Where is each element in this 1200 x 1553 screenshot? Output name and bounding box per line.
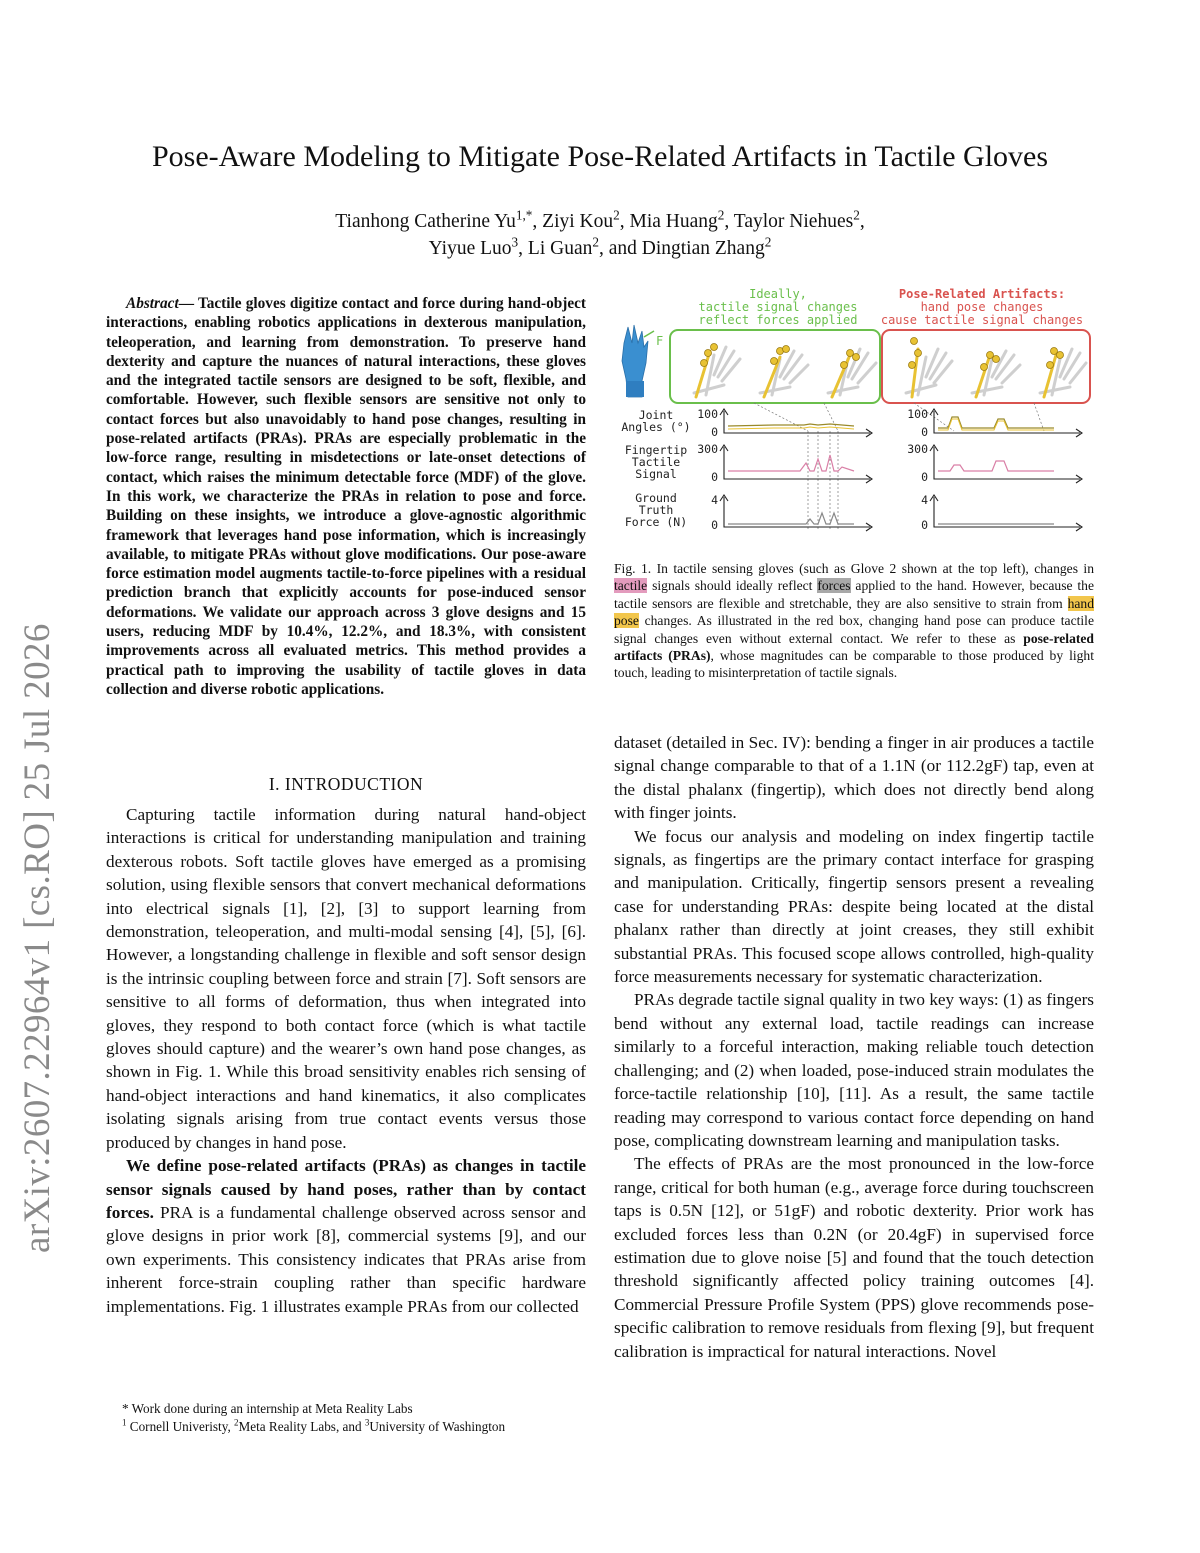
tactile-trace bbox=[938, 461, 1054, 471]
definition-bold: We define pose-related artifacts (PRAs) as changes in tactile sensor signals caused by hand poses, rather than by contact forces. bbox=[106, 1156, 586, 1222]
row-label: Signal bbox=[635, 467, 677, 481]
affiliation-mark: 2 bbox=[717, 207, 725, 223]
row-label: Angles (°) bbox=[621, 420, 691, 434]
tick-label: 300 bbox=[697, 442, 718, 456]
affiliation-mark: 1 bbox=[122, 1417, 127, 1428]
highlight-tactile: tactile bbox=[614, 578, 648, 594]
caption-text: applied to the hand. However, because the tactile sensors are flexible and stretchable, they are also sensitive to strain from bbox=[614, 578, 1094, 611]
force-label: F bbox=[656, 334, 664, 348]
arxiv-identifier: arXiv:2607.22964v1 [cs.RO] 25 Jul 2026 bbox=[17, 623, 58, 1253]
footnotes bbox=[106, 1400, 586, 1435]
connector-lines bbox=[754, 403, 1044, 530]
paragraph: dataset (detailed in Sec. IV): bending a finger in air produces a tactile signal change comparable to that of a 1.1N (or 112.2gF) tap, even at the distal phalanx (fingertip), which does not directly bend along with finger joints. bbox=[614, 733, 1094, 823]
figure-1-caption bbox=[614, 560, 1094, 682]
author-line-2 bbox=[0, 235, 1200, 262]
fig-left-header-2: tactile signal changes bbox=[698, 300, 858, 314]
footnote-affiliations bbox=[106, 1418, 586, 1436]
glove-photo bbox=[622, 325, 648, 397]
affiliation-mark: 2 bbox=[234, 1417, 239, 1428]
abstract bbox=[106, 294, 586, 699]
section-heading-introduction: I. INTRODUCTION bbox=[268, 774, 424, 794]
affiliation-mark: 3 bbox=[511, 234, 519, 250]
joint-angle-trace bbox=[728, 427, 854, 429]
affiliation-text: Cornell Univeristy, bbox=[126, 1418, 235, 1434]
author-name: , Taylor Niehues bbox=[724, 211, 854, 232]
tick-label: 0 bbox=[711, 518, 718, 532]
row-label: Joint bbox=[638, 408, 674, 422]
author-list bbox=[0, 208, 1200, 262]
abstract-label: Abstract bbox=[126, 295, 179, 312]
paragraph: The effects of PRAs are the most pronounced in the low-force range, critical for both human (e.g., average force during touchscreen taps is 0.5N [12], or 51gF) and robotic dexterity. Prior work has excluded forces less than 0.2N (or 20.4gF) in supervised force estimation due to glove noise [5] and found that the touch detection threshold significantly affected policy training outcomes [4]. Commercial Pressure Profile System (PPS) glove recommends pose-specific calibration to remove residuals from flexing [9], but frequent calibration is impractical for natural interactions. Novel bbox=[614, 1154, 1094, 1361]
affiliation-mark: 1,* bbox=[515, 207, 533, 223]
author-line-1 bbox=[0, 208, 1200, 235]
author-name: , Mia Huang bbox=[619, 211, 718, 232]
fig-right-header-1: Pose-Related Artifacts: bbox=[898, 287, 1066, 301]
tick-label: 300 bbox=[907, 442, 928, 456]
paper-title: Pose-Aware Modeling to Mitigate Pose-Related Artifacts in Tactile Gloves bbox=[151, 140, 1049, 173]
row-label: Ground bbox=[635, 491, 677, 505]
tick-label: 0 bbox=[711, 470, 718, 484]
fig-right-header-3: cause tactile signal changes bbox=[880, 313, 1084, 327]
fig-left-header-1: Ideally, bbox=[749, 287, 807, 301]
caption-text: , whose magnitudes can be comparable to those produced by light touch, leading to misinterpretation of tactile signals. bbox=[614, 648, 1094, 681]
affiliation-mark: 2 bbox=[764, 234, 772, 250]
tick-label: 0 bbox=[921, 425, 928, 439]
tick-label: 100 bbox=[907, 407, 928, 421]
author-name: , and Dingtian Zhang bbox=[598, 238, 765, 259]
paragraph: Capturing tactile information during natural hand-object interactions is critical for understanding manipulation and training dexterous robots. Soft tactile gloves have emerged as a promising solution, using flexible sensors that convert mechanical deformations into electrical signals [1], [2], [3] to support learning from demonstration, teleoperation, and multi-modal sensing [4], [5], [6]. However, a longstanding challenge in flexible and soft sensor design is the intrinsic coupling between force and strain [7]. Soft sensors are sensitive to all forms of deformation, thus when integrated into gloves, they respond to both contact force (which is what tactile gloves should capture) and the wearer’s own hand pose changes, as shown in Fig. 1. While this broad sensitivity enables rich sensing of hand-object interactions and hand kinematics, it also complicates isolating signals arising from true contact events versus those produced by changes in hand pose. bbox=[106, 805, 586, 1152]
hand-skeletons bbox=[694, 347, 1086, 395]
affiliation-mark: 2 bbox=[853, 207, 860, 223]
abstract-dash: — bbox=[178, 295, 198, 312]
row-label: Tactile bbox=[631, 455, 681, 469]
row-label: Force (N) bbox=[624, 515, 688, 529]
tick-label: 0 bbox=[921, 470, 928, 484]
author-name: , Li Guan bbox=[518, 238, 593, 259]
force-arrow bbox=[644, 331, 654, 337]
paragraph bbox=[106, 1154, 586, 1318]
right-column-body bbox=[614, 731, 1094, 1363]
force-trace bbox=[728, 513, 854, 524]
caption-bold: pose-related artifacts (PRAs) bbox=[614, 630, 1094, 664]
highlight-forces: forces bbox=[817, 578, 851, 594]
author-separator: , bbox=[859, 211, 865, 232]
abstract-text: Tactile gloves digitize contact and force during hand-object interactions, enabling robotics applications in dexterous manipulation, teleoperation, and learning from demonstration. To preserve hand dexterity and capture the nuances of natural interactions, these gloves and the integrated tactile sensors are designed to be soft, flexible, and comfortable. However, such flexible sensors are sensitive not only to contact forces but also unavoidably to hand pose changes, resulting in pose-related artifacts (PRAs). PRAs are especially problematic in the low-force range, resulting in misdetections or late-onset detections of contact, which raises the minimum detectable force (MDF) of the glove. In this work, we characterize the PRAs in relation to pose and force. Building on these insights, we introduce a glove-agnostic algorithmic framework that leverages hand pose information, which is increasingly available, to mitigate PRAs without glove modifications. Our pose-aware force estimation model augments tactile-to-force pipelines with a residual prediction branch that explicitly accounts for pose-induced sensor deformations. We validate our approach across 3 glove designs and 15 users, reducing MDF by 10.4%, 12.2%, and 18.3%, with consistent improvements across all evaluated metrics. This method provides a practical path to improving the usability of tactile gloves in data collection and diverse robotic applications. bbox=[106, 295, 586, 698]
row-label: Truth bbox=[638, 503, 674, 517]
footnote-internship: * Work done during an internship at Meta Reality Labs bbox=[122, 1401, 413, 1416]
tick-label: 100 bbox=[697, 407, 718, 421]
affiliation-text: Meta Reality Labs, and bbox=[238, 1418, 365, 1434]
affiliation-mark: 3 bbox=[364, 1417, 370, 1428]
fig-right-header-2: hand pose changes bbox=[920, 300, 1044, 314]
tactile-trace bbox=[728, 455, 854, 471]
tick-label: 0 bbox=[711, 425, 718, 439]
fig-left-header-3: reflect forces applied bbox=[698, 313, 858, 327]
affiliation-mark: 2 bbox=[613, 207, 620, 223]
tick-label: 4 bbox=[711, 493, 718, 507]
figure-1 bbox=[614, 285, 1094, 545]
caption-text: changes. As illustrated in the red box, changing hand pose can produce tactile signal changes even without external contact. We refer to these as bbox=[614, 613, 1094, 646]
tick-label: 0 bbox=[921, 518, 928, 532]
author-name: , Ziyi Kou bbox=[532, 211, 614, 232]
affiliation-text: University of Washington bbox=[369, 1418, 506, 1434]
paragraph: We focus our analysis and modeling on index fingertip tactile signals, as fingertips are the primary contact interface for grasping and manipulation. Critically, fingertip sensors present a revealing case for understanding PRAs: despite being located at the distal phalanx rather than directly at joint creases, they still exhibit substantial PRAs. This focused scope allows controlled, high-quality force measurements necessary for systematic characterization. bbox=[614, 826, 1094, 987]
highlight-hand-pose: hand pose bbox=[614, 595, 1094, 629]
author-name: Yiyue Luo bbox=[428, 238, 512, 259]
caption-text: Fig. 1. In tactile sensing gloves (such as Glove 2 shown at the top left), changes in bbox=[614, 561, 1094, 576]
row-label: Fingertip bbox=[624, 443, 688, 457]
left-column-body bbox=[106, 803, 586, 1318]
caption-text: signals should ideally reflect bbox=[647, 578, 818, 594]
plot-axes bbox=[720, 409, 1082, 531]
tick-label: 4 bbox=[921, 493, 928, 507]
paragraph: PRAs degrade tactile signal quality in two key ways: (1) as fingers bend without any external load, tactile readings can increase similarly to a forceful interaction, making reliable touch detection challenging; and (2) when loaded, pose-induced strain modulates the force-tactile relationship [10], [11]. As a result, the same tactile reading may correspond to various contact force depending on hand pose, complicating downstream learning and manipulation tasks. bbox=[614, 990, 1094, 1150]
paragraph-text: PRA is a fundamental challenge observed across sensor and glove designs in prior work [8], commercial systems [9], and our own experiments. This consistency indicates that PRAs arise from inherent force-strain coupling rather than specific hardware implementations. Fig. 1 illustrates example PRAs from our collected bbox=[106, 1202, 586, 1316]
affiliation-mark: 2 bbox=[592, 234, 599, 250]
author-name: Tianhong Catherine Yu bbox=[335, 211, 516, 232]
